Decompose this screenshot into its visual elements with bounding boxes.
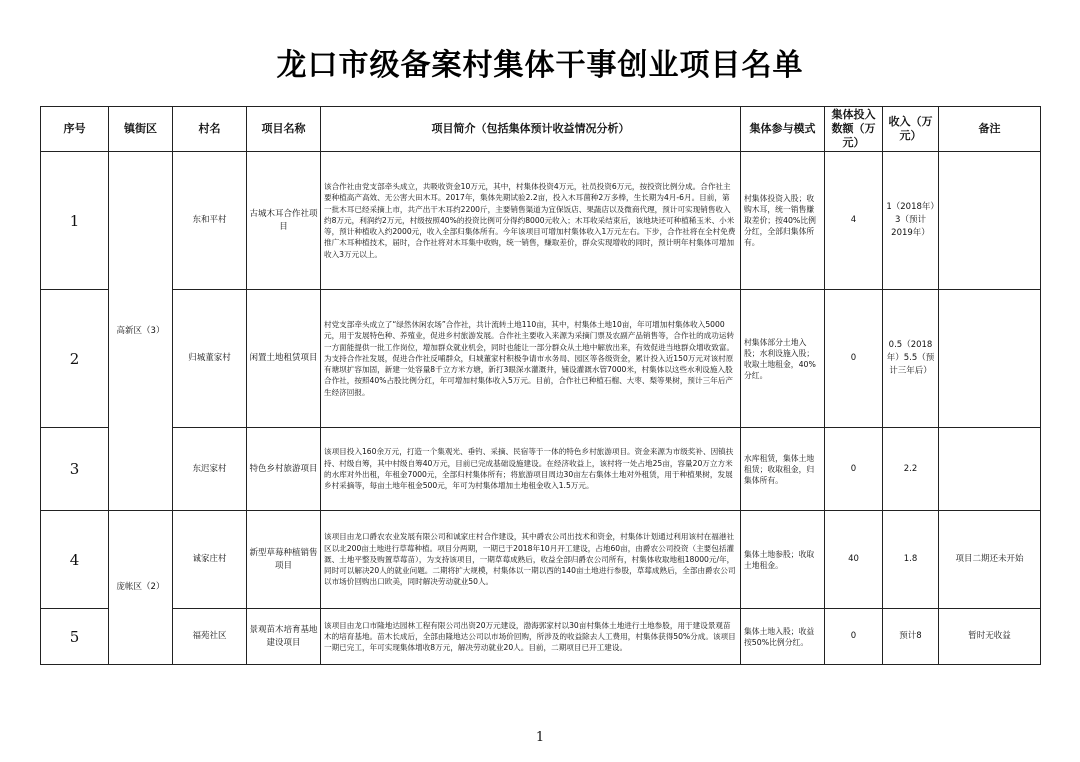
row-village: 诚家庄村 — [173, 511, 247, 609]
row-project: 景观苗木培育基地建设项目 — [247, 609, 321, 665]
row-village: 福苑社区 — [173, 609, 247, 665]
row-intro: 该合作社由党支部牵头成立，共吸收资金10万元，其中，村集体投资4万元，社员投资6万元，按投资比例分成。合作社主要种植高产高效、无公害大田木耳。2017年，集体先期试验2.2亩，投入木耳菌种2万多棒，生长期为4月-6月。目前，第一批木耳已经采摘上市，共产出干木耳约2200斤，主要销售渠道为宜保饭店、果蔬店以及微商代理，预计可实现销售收入约8万元，利润约2万元，村级按照40%的投资比例可分得约8000元收入；木耳收采结束后，该地块还可种植稀玉米、小米等，预计种植收入约2000元，收入全部归集体所有。今年该项目可增加村集体收入1万元左右。下步，合作社将在全村免费推广木耳种植技术，届时，合作社将对木耳集中收购，统一销售，赚取差价，群众实现增收的同时，预计明年村集体可增加收入3万元以上。 — [321, 152, 741, 290]
header-seq: 序号 — [41, 107, 109, 152]
row-income: 1.8 — [883, 511, 939, 609]
row-note — [939, 428, 1041, 511]
row-seq: 4 — [41, 511, 109, 609]
row-mode: 水库租赁，集体土地租赁；收取租金，归集体所有。 — [741, 428, 825, 511]
row-income: 0.5（2018年）5.5（预计三年后） — [883, 290, 939, 428]
row-seq: 3 — [41, 428, 109, 511]
header-intro: 项目简介（包括集体预计收益情况分析） — [321, 107, 741, 152]
page-number: 1 — [535, 730, 545, 745]
header-mode: 集体参与模式 — [741, 107, 825, 152]
row-intro: 该项目投入160余万元，打造一个集观光、垂钓、采摘、民宿等于一体的特色乡村旅游项目。资金来源为市级奖补、因镇扶持、村级自筹，其中村级自筹40万元，目前已完成基础设施建设。在经济收益上，该村将一处占地25亩，容量20万立方米的水库对外出租，年租金7000元，全部归村集体所有；将旅游项目周边30亩左右集体土地对外租赁，用于种植果树，发展乡村采摘等，每亩土地年租金500元，年可为村集体增加土地租金收入1.5万元。 — [321, 428, 741, 511]
row-invest: 4 — [825, 152, 883, 290]
row-note — [939, 152, 1041, 290]
row-note: 项目二期还未开始 — [939, 511, 1041, 609]
row-seq: 2 — [41, 290, 109, 428]
row-income: 预计8 — [883, 609, 939, 665]
row-invest: 40 — [825, 511, 883, 609]
row-invest: 0 — [825, 290, 883, 428]
district-cell: 庞帐区（2） — [109, 511, 173, 665]
row-mode: 村集体投资入股；收购木耳，统一销售赚取差价；按40%比例分红，全部归集体所有。 — [741, 152, 825, 290]
header-invest: 集体投入数额（万元） — [825, 107, 883, 152]
row-project: 新型草莓种植销售项目 — [247, 511, 321, 609]
row-invest: 0 — [825, 428, 883, 511]
row-invest: 0 — [825, 609, 883, 665]
header-village: 村名 — [173, 107, 247, 152]
row-intro: 该项目由龙口爵农农业发展有限公司和诚家庄村合作建设，其中爵农公司出技术和资金，村集体计划通过利用该村在福港社区以北200亩土地进行草莓种植。项目分两期，一期已于2018年10月开工建设，占地60亩，由爵农公司投资（主要包括灌溉、土地平整及购置草莓苗），为支持该项目，一期草莓成熟后，收益全部归爵农公司所有，村集体收取地租18000元/年，同时可以解决20人的就业问题。二期将扩大规模，村集体以一期以西的140亩土地进行参股，草莓成熟后，全部由爵农公司以市场价回购出口欧美，同时解决劳动就业50人。 — [321, 511, 741, 609]
row-note: 暂时无收益 — [939, 609, 1041, 665]
document-title: 龙口市级备案村集体干事创业项目名单 — [276, 48, 804, 83]
header-row — [41, 107, 1041, 152]
row-mode: 集体土地参股；收取土地租金。 — [741, 511, 825, 609]
table-row — [41, 152, 1041, 290]
row-project: 古城木耳合作社项目 — [247, 152, 321, 290]
row-intro: 村党支部牵头成立了“绿然休闲农场”合作社，共计流转土地110亩，其中，村集体土地10亩，年可增加村集体收入5000元，用于发展特色种、养殖业，促进乡村旅游发展。合作社主要收入来源为采摘门票及农副产品销售等，合作社的成功运转一方面能提供一批工作岗位，增加群众就业机会，同时也能让一部分群众从土地中解放出来，有效促进当地群众增收致富。为支持合作社发展，促进合作社反哺群众，归城董家村积极争请市水务局、园区等各级资金，累计投入近150万元对该村原有塘坝扩容加固，新建一处容量8千立方米方塘，新打3眼深水灌溉井，铺设灌溉水管7000米，村集体以这些水利设施入股合作社，按照40%占股比例分红，年可增加村集体收入5万元。目前，合作社已种植石榴、大枣、梨等果树，预计三年后产生经济回报。 — [321, 290, 741, 428]
table-row — [41, 511, 1041, 609]
row-seq: 5 — [41, 609, 109, 665]
table-row — [41, 290, 1041, 428]
row-village: 东和平村 — [173, 152, 247, 290]
row-intro: 该项目由龙口市隆地达园林工程有限公司出资20万元建设，渤海郭家村以30亩村集体土地进行土地参股，用于建设景观苗木的培育基地。苗木长成后，全部由隆地达公司以市场价回购，所涉及的收益除去人工费用，村集体获得50%分成。该项目一期已完工，年可实现集体增收8万元，解决劳动就业20人。目前，二期项目已开工建设。 — [321, 609, 741, 665]
row-project: 特色乡村旅游项目 — [247, 428, 321, 511]
header-project: 项目名称 — [247, 107, 321, 152]
row-note — [939, 290, 1041, 428]
row-income: 2.2 — [883, 428, 939, 511]
row-mode: 集体土地入股；收益按50%比例分红。 — [741, 609, 825, 665]
table-row — [41, 428, 1041, 511]
header-note: 备注 — [939, 107, 1041, 152]
row-village: 归城董家村 — [173, 290, 247, 428]
district-cell: 高新区（3） — [109, 152, 173, 511]
header-income: 收入（万元） — [883, 107, 939, 152]
row-village: 东迟家村 — [173, 428, 247, 511]
table-row — [41, 609, 1041, 665]
row-seq: 1 — [41, 152, 109, 290]
row-project: 闲置土地租赁项目 — [247, 290, 321, 428]
project-table — [40, 106, 1041, 665]
row-mode: 村集体部分土地入股；水利设施入股；收取土地租金，40%分红。 — [741, 290, 825, 428]
row-income: 1（2018年）3（预计2019年） — [883, 152, 939, 290]
header-district: 镇街区 — [109, 107, 173, 152]
